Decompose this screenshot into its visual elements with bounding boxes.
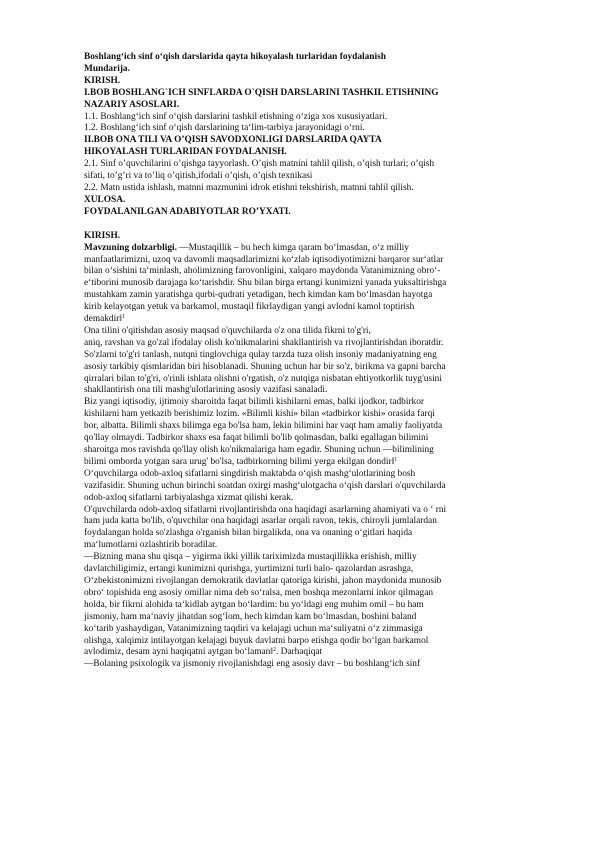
body-line-text: kirib kelayotgan yetuk va barkamol, mustaqil fikrlaydigan yangi avlodni kamol toptirish [84, 302, 415, 313]
body-line-text: qo'llay olmaydi. Tadbirkor shaxs esa faqat bilimli bo'lib qolmasdan, balki egallagan bilimini [84, 433, 429, 444]
body-line-text: manfaatlarimizni, uzoq va davomli maqsadlarimizni ko‘zlab iqtisodiyotimizni barqaror sur‘atlar [84, 254, 444, 265]
body-line-text: aniq, ravshan va go'zal ifodalay olish ko'nikmalarini shakllantirish va rivojlantirishdan iboratdir. [84, 337, 444, 348]
body-line-text: ―Bolaning psixologik va jismoniy rivojlanishdagi eng asosiy davr – bu boshlang‘ich sinf [84, 659, 421, 670]
body-line-text: davlatchiligimiz, ertangi kunimizni qurishga, yurtimizni turli balo- qazolardan asrashga, [84, 564, 414, 575]
intro-body [84, 243, 544, 672]
document-title: Boshlang‘ich sinf o‘qish darslarida qayta hikoyalash turlaridan foydalanish [84, 52, 386, 62]
body-line [84, 516, 544, 528]
body-line-text: bilan o‘sishini ta‘minlash, aholimizning farovonligini, xalqaro maydonda Vatanimizning obro‘- [84, 266, 441, 277]
toc-entry: sifati, to’g’ri va to’liq o’qitish,ifodali o’qish, o’qish texnikasi [84, 171, 313, 182]
body-line [84, 588, 544, 600]
body-line-text: foydalangan holda so'zlashga o'rganish bilan birgalikda, ona va onaning o‘gitlari haqida [84, 528, 413, 539]
body-line-text: kishilarni ham yetkazib berishimiz lozim. «Bilimli kishi» bilan «tadbirkor kishi» orasida farqi [84, 409, 435, 420]
toc-entry: 1.2. Boshlang‘ich sinf o‘qish darslarining ta‘lim-tarbiya jarayonidagi o‘rni. [84, 123, 365, 134]
body-line [84, 528, 544, 540]
body-line [84, 540, 544, 552]
body-line [84, 445, 544, 457]
footnote-marker: 1 [121, 314, 125, 321]
body-line-text: Ona tilini o'qitishdan asosiy maqsad o'quvchilarda o'z ona tilida fikrni to'g'ri, [84, 325, 371, 336]
body-line-text: avlodimiz, desam ayni haqiqatni aytgan bo‘laman‖ [84, 647, 273, 658]
body-line-text: asosiy tarkibiy qismlaridan biri hisoblanadi. Shuning uchun har bir so'z, birikma va gapni barcha [84, 361, 446, 372]
body-line [84, 314, 544, 326]
toc-entry: XULOSA. [84, 194, 126, 205]
body-line [84, 255, 544, 267]
body-line [84, 624, 544, 636]
body-line-text: ―Bizning mana shu qisqa – yigirma ikki yillik tariximizda mustaqillikka erishish, milliy [84, 552, 417, 563]
body-line [84, 600, 544, 612]
body-line [84, 385, 544, 397]
body-line [84, 505, 544, 517]
body-line-text: O‘quvchilarga odob-axloq sifatlarni singdirish maktabda o‘qish mashg‘ulotlarining bosh [84, 468, 416, 479]
toc-entry: I.BOB BOSHLANG`ICH SINFLARDA O`QISH DARSLARINI TASHKIL ETISHNING [84, 87, 439, 98]
toc-entry: KIRISH. [84, 75, 121, 86]
relevance-label: Mavzuning dolzarbligi. [84, 242, 177, 253]
body-line-text: obro‘ topishida eng asosiy omillar nima deb so‘ralsa, men boshqa mezonlarni inkor qilmagan [84, 587, 434, 598]
body-line [84, 302, 544, 314]
body-line [84, 469, 544, 481]
body-line [84, 564, 544, 576]
body-line [84, 612, 544, 624]
body-line [84, 433, 544, 445]
body-line-text: mustahkam zamin yaratishga qurbi-qudrati yetadigan, hech kimdan kam bo‘lmasdan hayotga [84, 290, 433, 301]
body-line-text: ―Mustaqillik – bu hech kimga qaram bo‘lmasdan, o‘z milliy [176, 242, 409, 253]
body-line [84, 350, 544, 362]
footnote-marker: 2 [272, 647, 276, 654]
body-line-text: holda, bir fikrni alohida ta‘kidlab aytgan bo‘lardim: bu yo‘ldagi eng muhim omil – bu ham [84, 599, 424, 610]
body-line-text: qirralari bilan to'g'ri, o'rinli ishlata olishni o'rgatish, o'z nutqiga nisbatan ehtiyotkorlik tuyg'usini [84, 373, 442, 384]
body-line [84, 647, 544, 659]
body-line [84, 576, 544, 588]
body-line [84, 397, 544, 409]
body-line [84, 243, 544, 255]
body-line [84, 552, 544, 564]
body-line-text: demakdir‖ [84, 314, 122, 325]
body-line [84, 409, 544, 421]
body-line [84, 326, 544, 338]
body-line [84, 362, 544, 374]
body-line [84, 481, 544, 493]
footnote-marker: 1 [394, 456, 398, 463]
body-line-text: bor, albatta. Bilimli shaxs bilimga ega bo'lsa ham, lekin bilimini har vaqt ham amaliy faoliyatda [84, 421, 443, 432]
intro-heading: KIRISH. [84, 230, 121, 241]
body-line-text: sharoitga mos ravishda qo'llay olish ko'nikmalariga ham egadir. Shuning uchun ―bilimlining [84, 445, 434, 455]
body-line [84, 421, 544, 433]
body-line [84, 290, 544, 302]
body-line [84, 636, 544, 648]
body-line [84, 338, 544, 350]
body-line [84, 493, 544, 505]
toc-entry: II.BOB ONA TILI VA O’QISH SAVODXONLIGI DARSLARIDA QAYTA [84, 135, 382, 146]
contents-heading: Mundarija. [84, 63, 130, 74]
body-line-text: e‘tiborini munosib darajaga ko‘tarishdir. Shu bilan birga ertangi kunimizni yanada yuksaltirishga [84, 278, 447, 289]
toc-entry: 2.1. Sinf o’quvchilarini o’qishga tayyorlash. O’qish matnini tahlil qilish, o’qish turlari; o’qish [84, 159, 435, 170]
body-line-continuation: . Darhaqiqat [275, 647, 323, 658]
body-line [84, 266, 544, 278]
body-line-text: O'quvchilarda odob-axloq sifatlarni rivojlantirishda ona haqidagi asarlarning ahamiyati va o ‘ rni [84, 504, 447, 515]
body-line-text: ko‘tarib yashaydigan, Vatanimizning taqdiri va kelajagi uchun ma‘suliyatni o‘z zimmasiga [84, 623, 423, 634]
body-line-text: So'zlarni to'g'ri tanlash, nutqni tinglovchiga qulay tarzda tuza olish insoniy madaniyatning eng [84, 349, 437, 360]
table-of-contents [84, 76, 544, 219]
body-line-text: O‘zbekistonimizni rivojlangan demokratik davlatlar qatoriga kirishi, jahon maydonida munosib [84, 575, 442, 586]
body-line-text: olishga, xalqimiz intilayotgan kelajagi buyuk davlatni barpo etishga qodir bo‘lgan barkamol [84, 635, 429, 646]
toc-entry: HIKOYALASH TURLARIDAN FOYDALANISH. [84, 147, 287, 158]
body-line-text: vazifasidir. Shuning uchun birinchi soatdan oxirgi mashg‘ulotgacha o‘qish darslari o'quvchilarda [84, 480, 446, 491]
body-line [84, 278, 544, 290]
body-line-text: jismoniy, ham ma‘naviy jihatdan sog‘lom, hech kimdan kam bo‘lmasdan, boshini baland [84, 611, 417, 622]
document-page [84, 52, 544, 671]
body-line-text: shakllantirish ona tili mashg'ulotlarining asosiy vazifasi sanaladi. [84, 385, 328, 396]
body-line [84, 374, 544, 386]
body-line-text: Biz yangi iqtisodiy, ijtimoiy sharoitda faqat bilimli kishilarni emas, balki ijodkor, tadbirkor [84, 397, 425, 408]
body-line-text: bilimi omborda yotgan sara urug' bo'lsa, tadbirkorning bilimi yerga ekilgan dondir‖ [84, 456, 395, 467]
body-line-text: odob-axloq sifatlarni tarbiyalashga xizmat qilishi kerak. [84, 492, 294, 503]
body-line-text: ma‘lumotlarni ozlashtirib boradilar. [84, 540, 218, 551]
toc-entry: FOYDALANILGAN ADABIYOTLAR RO’YXATI. [84, 206, 291, 217]
body-line [84, 659, 544, 671]
spacer [84, 219, 544, 231]
toc-entry: 2.2. Matn ustida ishlash, matnni mazmunini idrok etishni tekshirish, matnni tahlil qilish. [84, 182, 414, 193]
body-line [84, 457, 544, 469]
toc-entry: 1.1. Boshlang‘ich sinf o‘qish darslarini tashkil etishning o‘ziga xos xususiyatlari. [84, 111, 388, 122]
toc-entry: NAZARIY ASOSLARI. [84, 99, 180, 110]
body-line-text: ham juda katta bo'lib, o'quvchilar ona haqidagi asarlar orqali ravon, tekis, chiroyli jumlalardan [84, 516, 437, 527]
